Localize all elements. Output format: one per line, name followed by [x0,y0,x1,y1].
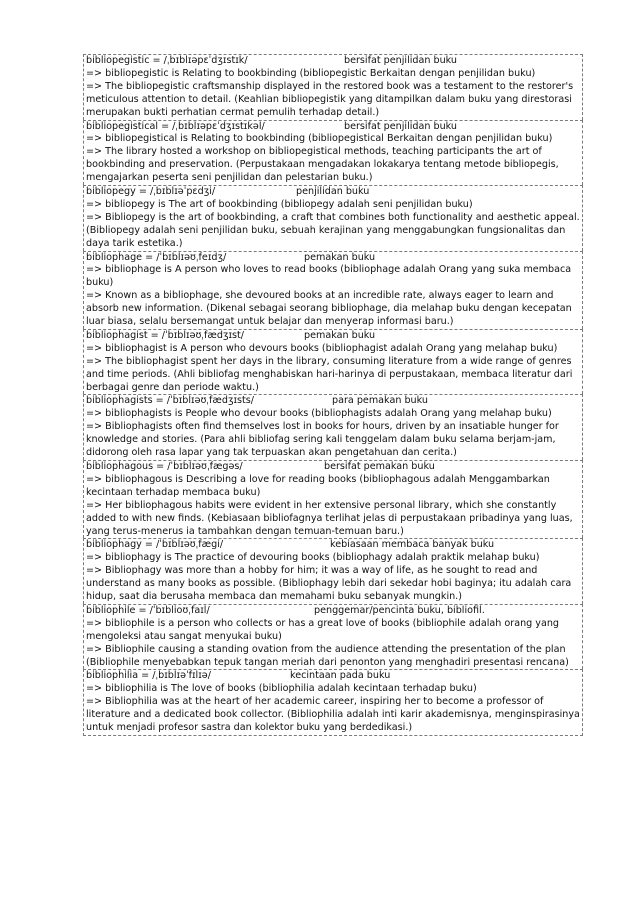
meaning: kebiasaan membaca banyak buku [330,539,495,551]
document-body [83,54,583,736]
headword: bibliophilia = /ˌbɪblɪəˈfɪlɪə/ [86,670,211,682]
dictionary-entry-bibliophage [83,251,583,329]
definition: => bibliopegistic is Relating to bookbinding (bibliopegistic Berkaitan dengan penjilidan buku) [86,67,536,79]
dictionary-entry-bibliopegistical [83,120,583,186]
meaning: kecintaan pada buku [290,670,391,682]
example: => The bibliophagist spent her days in the library, consuming literature from a wide range of genres and time periods. (Ahli bibliofag menghabiskan hari-harinya di perpustakaan, membaca literatur dari berbagai genre dan periode waktu.) [86,355,573,393]
example: => The library hosted a workshop on bibliopegistical methods, teaching participants the art of bookbinding and preservation. (Perpustakaan mengadakan lokakarya tentang metode bibliopegis, mengajarkan peserta seni penjilidan dan pelestarian buku.) [86,146,559,184]
definition: => bibliopegy is The art of bookbinding (bibliopegy adalah seni penjilidan buku) [86,198,473,210]
definition: => bibliophagous is Describing a love for reading books (bibliophagous adalah Menggambarkan kecintaan terhadap membaca buku) [86,473,550,498]
meaning: bersifat penjilidan buku [344,120,458,132]
meaning: pemakan buku [304,329,376,341]
example: => Bibliophile causing a standing ovation from the audience attending the presentation of the plan (Bibliophile menyebabkan tepuk tangan meriah dari penonton yang menghadiri presentasi rencana) [86,643,569,668]
meaning: bersifat pemakan buku [324,461,435,472]
meaning: penggemar/pencinta buku, bibliofil. [314,604,485,616]
definition: => bibliophile is a person who collects or has a great love of books (bibliophile adalah orang yang mengoleksi atau sangat menyukai buku) [86,617,560,642]
headword: bibliophagy = /ˈbɪblɪəʊˌfægi/ [86,539,224,551]
dictionary-entry-bibliophilia [83,669,583,736]
dictionary-entry-bibliopegy [83,185,583,251]
example: => Bibliophagy was more than a hobby for him; it was a way of life, as he sought to read and understand as many books as possible. (Bibliophagy lebih dari sekedar hobi baginya; itu adalah cara hidup, saat dia berusaha membaca dan memahami buku sebanyak mungkin.) [86,565,572,603]
headword: bibliopegistical = /ˌbɪblɪəpɛˈdʒɪstɪkəl/ [86,120,265,132]
definition: => bibliophagist is A person who devours books (bibliophagist adalah Orang yang melahap buku) [86,342,558,354]
definition: => bibliophilia is The love of books (bibliophilia adalah kecintaan terhadap buku) [86,683,477,695]
dictionary-entry-bibliophagist [83,329,583,395]
example: => Bibliophilia was at the heart of her academic career, inspiring her to become a professor of literature and a dedicated book collector. (Bibliophilia adalah inti karir akademisnya, menginspirasinya untuk menjadi profesor sastra dan kolektor buku yang berdedikasi.) [86,696,580,734]
definition: => bibliopegistical is Relating to bookbinding (bibliopegistical Berkaitan dengan penjilidan buku) [86,133,553,145]
example: => Bibliophagists often find themselves lost in books for hours, driven by an insatiable hunger for knowledge and stories. (Para ahli bibliofag sering kali tenggelam dalam buku selama berjam-jam, didorong oleh rasa lapar yang tak terpuaskan akan pengetahuan dan cerita.) [86,421,559,459]
headword: bibliophagists = /ˈbɪblɪəʊˌfædʒɪsts/ [86,395,255,407]
dictionary-entry-bibliophile [83,604,583,670]
example: => Known as a bibliophage, she devoured books at an incredible rate, always eager to learn and absorb new information. (Dikenal sebagai seorang bibliophage, dia melahap buku dengan kecepatan luar biasa, selalu bersemangat untuk belajar dan menyerap informasi baru.) [86,290,572,328]
meaning: para pemakan buku [332,395,428,407]
headword: bibliophagist = /ˈbɪblɪəʊˌfædʒɪst/ [86,329,245,341]
meaning: pemakan buku [304,251,376,263]
meaning: penjilidan buku [296,186,370,198]
headword: bibliopegistic = /ˌbɪblɪəpɛˈdʒɪstɪk/ [86,55,248,66]
example: => Her bibliophagous habits were evident in her extensive personal library, which she constantly added to with new finds. (Kebiasaan bibliofagnya terlihat jelas di perpustakaan pribadinya yang luas, yang terus-menerus ia tambahkan dengan temuan-temuan baru.) [86,499,573,537]
headword: bibliopegy = /ˌbɪblɪəˈpɛdʒi/ [86,186,216,198]
example: => Bibliopegy is the art of bookbinding, a craft that combines both functionality and aesthetic appeal. (Bibliopegy adalah seni penjilidan buku, sebuah kerajinan yang menggabungkan fungsionalitas dan daya tarik estetika.) [86,211,580,249]
dictionary-entry-bibliopegistic [83,54,583,120]
meaning: bersifat penjilidan buku [344,55,458,66]
dictionary-entry-bibliophagous [83,460,583,538]
definition: => bibliophagy is The practice of devouring books (bibliophagy adalah praktik melahap buku) [86,552,540,564]
dictionary-entry-bibliophagists [83,394,583,460]
definition: => bibliophagists is People who devour books (bibliophagists adalah Orang yang melahap buku) [86,408,552,420]
example: => The bibliopegistic craftsmanship displayed in the restored book was a testament to the restorer's meticulous attention to detail. (Keahlian bibliopegistik yang ditampilkan dalam buku yang direstorasi merupakan bukti perhatian cermat pemulih terhadap detail.) [86,80,574,118]
definition: => bibliophage is A person who loves to read books (bibliophage adalah Orang yang suka membaca buku) [86,264,572,289]
dictionary-entry-bibliophagy [83,538,583,604]
headword: bibliophile = /ˈbɪblioʊˌfaɪl/ [86,604,210,616]
headword: bibliophagous = /ˈbɪblɪəʊˌfægəs/ [86,461,243,472]
headword: bibliophage = /ˈbɪblɪəʊˌfeɪdʒ/ [86,251,227,263]
